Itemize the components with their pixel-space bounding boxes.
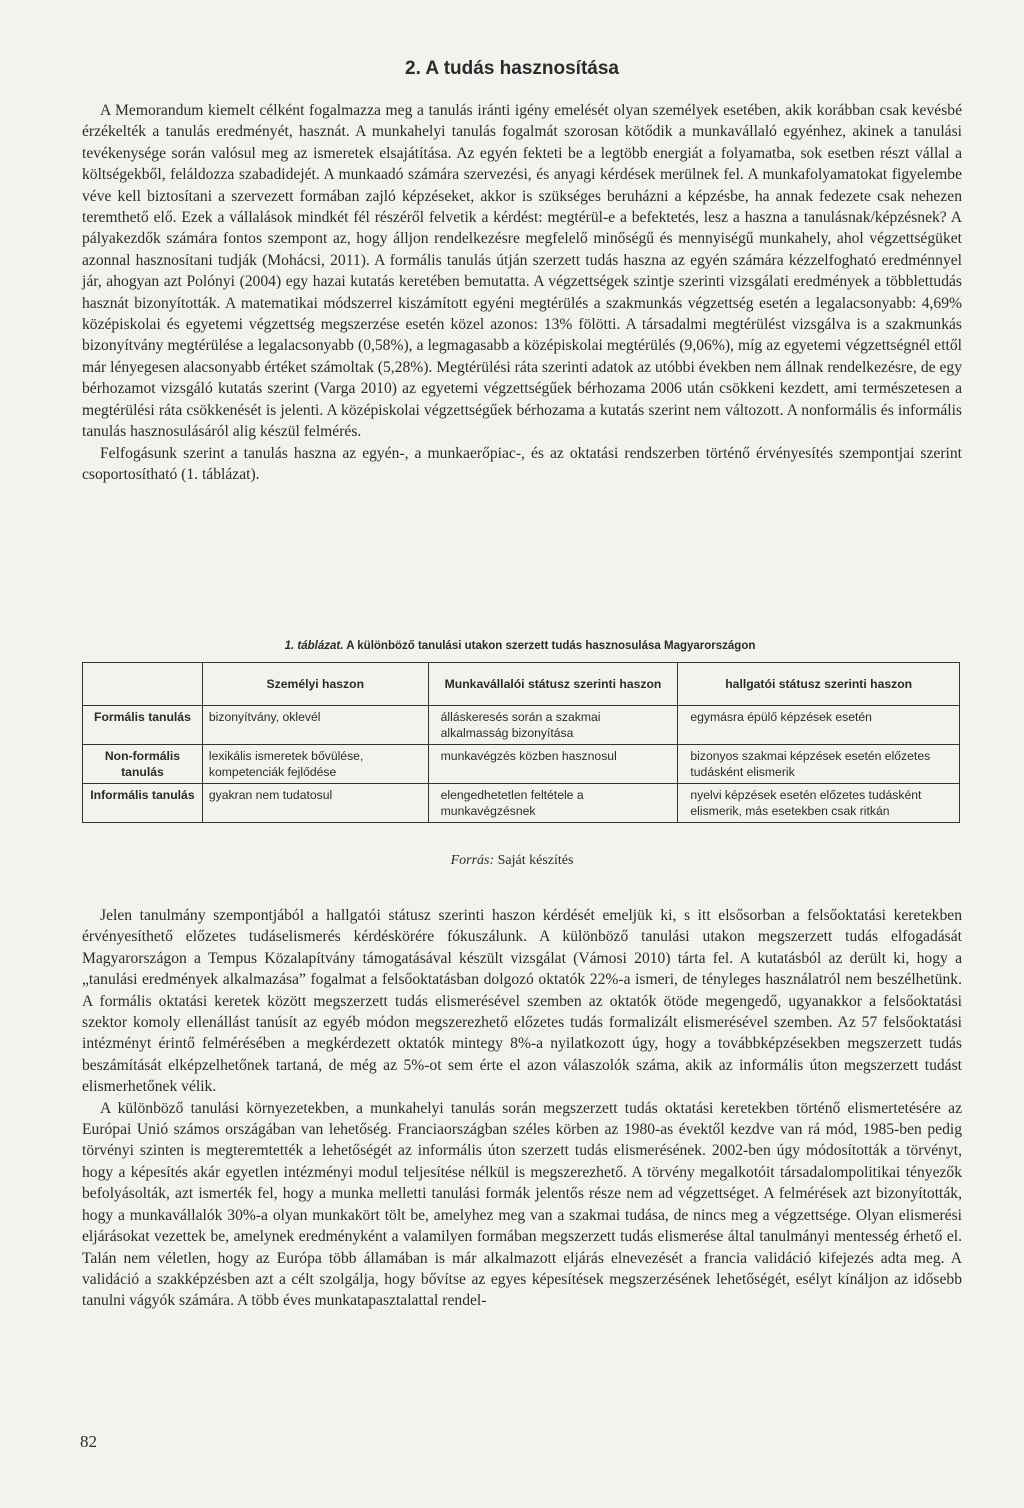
section-heading: 2. A tudás hasznosítása (405, 58, 619, 79)
row-label: Informális tanulás (83, 784, 203, 823)
table-source (0, 853, 1024, 869)
table-header-cell: Munkavállalói státusz szerinti haszon (428, 663, 678, 706)
source-text: Saját készítés (497, 853, 574, 868)
table-cell: egymásra épülő képzések esetén (678, 706, 960, 745)
table-header-cell (83, 663, 203, 706)
source-label: Forrás: (450, 853, 495, 868)
text-block-bottom (82, 905, 962, 1312)
table-row (83, 784, 960, 823)
table-cell: munkavégzés közben hasznosul (428, 745, 678, 784)
row-label: Non-formális tanulás (83, 745, 203, 784)
table-header-cell: Személyi haszon (202, 663, 428, 706)
table-cell: bizonyítvány, oklevél (202, 706, 428, 745)
row-label: Formális tanulás (83, 706, 203, 745)
paragraph: Jelen tanulmány szempontjából a hallgatói státusz szerinti haszon kérdését emeljük ki, s itt elsősorban a felsőoktatási keretekben érvényesíthető előzetes tudáselismerés kérdéskörére fókuszálunk. A különböző tanulási utakon megszerzett tudás elfogadását Magyarországon a Tempus Közalapítvány támogatásával készült vizsgálat (Vámosi 2010) tárta fel. A kutatásból az derült ki, hogy a „tanulási eredmények alkalmazása” fogalmat a felsőoktatásban dolgozó oktatók 22%-a ismeri, de tényleges használatról nem beszélhetünk. A formális oktatási keretek között megszerzett tudás elismerésével szemben az oktatók ötöde megengedő, ugyanakkor a felsőoktatási szektor komoly ellenállást tanúsít az egyéb módon megszerezhető előzetes tudás formalizált elismerésével szemben. Az 57 felsőoktatási intézményt érintő felmérésében a megkérdezett oktatók mintegy 8%-a nyilatkozott úgy, hogy a továbbképzésekben megszerzett tudás beszámítását elképzelhetőnek tartaná, de még az 5%-ot sem érte el azon válaszolók száma, akik az informális úton megszerzett tudást elismerhetőnek vélik. (82, 907, 962, 1096)
table-cell: lexikális ismeretek bővülése, kompetenciák fejlődése (202, 745, 428, 784)
table-caption-label: 1. táblázat. (284, 640, 344, 652)
table-header-cell: hallgatói státusz szerinti haszon (678, 663, 960, 706)
table-cell: gyakran nem tudatosul (202, 784, 428, 823)
text-block-top (82, 100, 962, 485)
paragraph: A különböző tanulási környezetekben, a munkahelyi tanulás során megszerzett tudás oktatási keretekben történő elismertetésére az Európai Unió számos országában van lehetőség. Franciaországban széles körben az 1980-as évektől kezdve van rá mód, 1985-ben pedig törvényi szinten is megteremtették a lehetőségét az informális úton szerzett tudás elismerésének. 2002-ben úgy módosították a törvényt, hogy a képesítés akár egyetlen intézményi modul teljesítése nélkül is megszerezhető. A törvény megalkotóit társadalompolitikai tényezők befolyásolták, azt ismerték fel, hogy a munka melletti tanulási formák jelentős része nem ad végzettséget. A felmérések azt bizonyították, hogy a munkavállalók 30%-a olyan munkakört tölt be, amelyhez meg van a szakmai tudása, de nincs meg a végzettsége. Olyan elismerési eljárásokat vezettek be, amelynek eredményként a valamilyen formában megszerzett tudás elismerése által tanulmányi mentesség érhető el. Talán nem véletlen, hogy az Európa több államában is már alkalmazott eljárás elnevezését a francia validáció kifejezés adta meg. A validáció a szakképzésben azt a célt szolgálja, hogy bővítse az egyes képesítések megszerzésének lehetőségét, esélyt kínáljon az idősebb tanulni vágyók számára. A több éves munkatapasztalattal rendel- (82, 1099, 962, 1310)
table-header-row (83, 663, 960, 706)
table-caption (0, 640, 1024, 652)
table-cell: nyelvi képzések esetén előzetes tudásként elismerik, más esetekben csak ritkán (678, 784, 960, 823)
page-number: 82 (80, 1432, 97, 1451)
table-cell: bizonyos szakmai képzések esetén előzetes tudásként elismerik (678, 745, 960, 784)
table-row (83, 745, 960, 784)
data-table (82, 662, 960, 823)
paragraph: Felfogásunk szerint a tanulás haszna az egyén-, a munkaerőpiac-, és az oktatási rendszerben történő érvényesítés szempontjai szerint csoportosítható (1. táblázat). (82, 444, 962, 483)
paragraph: A Memorandum kiemelt célként fogalmazza meg a tanulás iránti igény emelését olyan személyek esetében, akik korábban csak kevésbé érzékelték a tanulás eredményét, hasznát. A munkahelyi tanulás fogalmát szorosan kötődik a munkavállaló egyénhez, akinek a tanulási tevékenysége során valósul meg az ismeretek elsajátítása. Az egyén fekteti be a legtöbb energiát a folyamatba, sok esetben részt vállal a költségekből, feláldozza szabadidejét. A munkaadó számára szervezési, és anyagi kérdések merülnek fel. A munkafolyamatokat figyelembe véve kell biztosítani a szervezett formában zajló képzéseket, akkor is szükséges beruházni a képzésbe, ha annak fedezete csak nehezen teremthető elő. Ezek a vállalások mindkét fél részéről felvetik a kérdést: megtérül-e a befektetés, lesz a haszna a tanulásnak/képzésnek? A pályakezdők számára fontos szempont az, hogy álljon rendelkezésre megfelelő minőségű és mennyiségű munkahely, ahol végzettségüket azonnal hasznosítani tudják (Mohácsi, 2011). A formális tanulás útján szerzett tudás haszna az egyén számára kézzelfogható eredménnyel jár, ahogyan azt Polónyi (2004) egy hazai kutatás keretében bemutatta. A végzettségek szintje szerinti vizsgálati eredmények a többlettudás hasznát bizonyították. A matematikai módszerrel kiszámított egyéni megtérülés a szakmunkás végzettség esetén a legalacsonyabb: 4,69% középiskolai és egyetemi végzettség megszerzése esetén közel azonos: 13% fölötti. A társadalmi megtérülést vizsgálva is a szakmunkás bizonyítvány megtérülése a legalacsonyabb (0,58%), a legmagasabb a középiskolai megtérülés (9,06%), míg az egyetemi végzettségnél ettől már lényegesen alacsonyabb értéket számoltak (5,28%). Megtérülési ráta szerinti adatok az utóbbi években nem állnak rendelkezésre, de egy bérhozamot vizsgáló kutatás szerint (Varga 2010) az egyetemi végzettségűek bérhozama 2006 után csökkeni kezdett, ami természetesen a megtérülési ráta csökkenését is jelenti. A középiskolai végzettségűek bérhozama a kutatás szerint nem változott. A nonformális és informális tanulás hasznosulásáról alig készül felmérés. (82, 102, 962, 441)
table-cell: álláskeresés során a szakmai alkalmasság bizonyítása (428, 706, 678, 745)
table-caption-text: A különböző tanulási utakon szerzett tudás hasznosulása Magyarországon (346, 640, 756, 652)
table-cell: elengedhetetlen feltétele a munkavégzésnek (428, 784, 678, 823)
table-row (83, 706, 960, 745)
